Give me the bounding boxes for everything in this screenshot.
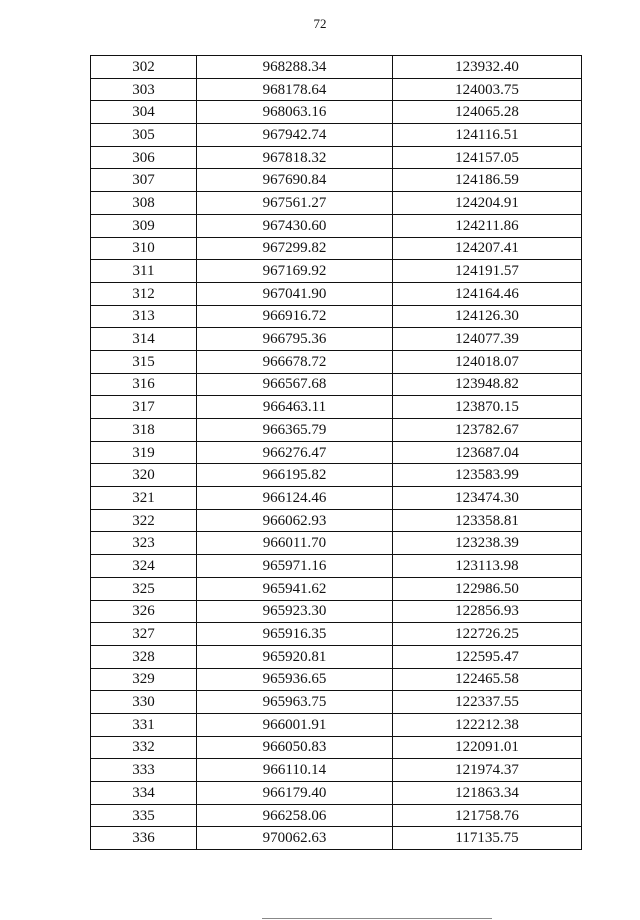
point-number-cell: 327: [91, 623, 197, 646]
y-coordinate-cell: 122337.55: [393, 691, 582, 714]
point-number-cell: 332: [91, 736, 197, 759]
table-row: [91, 396, 582, 419]
x-coordinate-cell: 966110.14: [197, 759, 393, 782]
point-number-cell: 335: [91, 804, 197, 827]
table-row: [91, 804, 582, 827]
table-row: [91, 532, 582, 555]
table-row: [91, 782, 582, 805]
y-coordinate-cell: 121974.37: [393, 759, 582, 782]
x-coordinate-cell: 968063.16: [197, 101, 393, 124]
y-coordinate-cell: 123687.04: [393, 441, 582, 464]
point-number-cell: 329: [91, 668, 197, 691]
point-number-cell: 320: [91, 464, 197, 487]
y-coordinate-cell: 123113.98: [393, 555, 582, 578]
y-coordinate-cell: 121863.34: [393, 782, 582, 805]
x-coordinate-cell: 966276.47: [197, 441, 393, 464]
point-number-cell: 308: [91, 192, 197, 215]
y-coordinate-cell: 124003.75: [393, 78, 582, 101]
table-row: [91, 373, 582, 396]
x-coordinate-cell: 968178.64: [197, 78, 393, 101]
table-row: [91, 124, 582, 147]
point-number-cell: 331: [91, 713, 197, 736]
y-coordinate-cell: 124211.86: [393, 214, 582, 237]
point-number-cell: 309: [91, 214, 197, 237]
table-row: [91, 305, 582, 328]
x-coordinate-cell: 966179.40: [197, 782, 393, 805]
x-coordinate-cell: 966678.72: [197, 350, 393, 373]
y-coordinate-cell: 124065.28: [393, 101, 582, 124]
x-coordinate-cell: 965936.65: [197, 668, 393, 691]
x-coordinate-cell: 965971.16: [197, 555, 393, 578]
x-coordinate-cell: 967299.82: [197, 237, 393, 260]
table-row: [91, 827, 582, 850]
point-number-cell: 321: [91, 487, 197, 510]
y-coordinate-cell: 124207.41: [393, 237, 582, 260]
y-coordinate-cell: 122595.47: [393, 645, 582, 668]
x-coordinate-cell: 966011.70: [197, 532, 393, 555]
table-row: [91, 736, 582, 759]
point-number-cell: 313: [91, 305, 197, 328]
table-row: [91, 282, 582, 305]
y-coordinate-cell: 117135.75: [393, 827, 582, 850]
coordinates-table: [90, 55, 582, 850]
y-coordinate-cell: 123474.30: [393, 487, 582, 510]
table-row: [91, 237, 582, 260]
y-coordinate-cell: 124191.57: [393, 260, 582, 283]
table-row: [91, 328, 582, 351]
x-coordinate-cell: 965941.62: [197, 577, 393, 600]
x-coordinate-cell: 967561.27: [197, 192, 393, 215]
table-row: [91, 645, 582, 668]
point-number-cell: 330: [91, 691, 197, 714]
point-number-cell: 336: [91, 827, 197, 850]
point-number-cell: 315: [91, 350, 197, 373]
scan-edge-line: [262, 918, 492, 919]
x-coordinate-cell: 968288.34: [197, 56, 393, 79]
x-coordinate-cell: 967818.32: [197, 146, 393, 169]
y-coordinate-cell: 123583.99: [393, 464, 582, 487]
x-coordinate-cell: 966463.11: [197, 396, 393, 419]
x-coordinate-cell: 966195.82: [197, 464, 393, 487]
y-coordinate-cell: 121758.76: [393, 804, 582, 827]
point-number-cell: 318: [91, 419, 197, 442]
y-coordinate-cell: 122856.93: [393, 600, 582, 623]
table-row: [91, 169, 582, 192]
y-coordinate-cell: 124018.07: [393, 350, 582, 373]
table-row: [91, 464, 582, 487]
y-coordinate-cell: 124204.91: [393, 192, 582, 215]
table-row: [91, 509, 582, 532]
y-coordinate-cell: 124157.05: [393, 146, 582, 169]
y-coordinate-cell: 124126.30: [393, 305, 582, 328]
x-coordinate-cell: 965923.30: [197, 600, 393, 623]
point-number-cell: 304: [91, 101, 197, 124]
y-coordinate-cell: 124116.51: [393, 124, 582, 147]
table-row: [91, 577, 582, 600]
table-row: [91, 668, 582, 691]
x-coordinate-cell: 965916.35: [197, 623, 393, 646]
page-number: 72: [313, 16, 327, 31]
y-coordinate-cell: 124186.59: [393, 169, 582, 192]
table-row: [91, 260, 582, 283]
x-coordinate-cell: 966916.72: [197, 305, 393, 328]
table-row: [91, 691, 582, 714]
point-number-cell: 317: [91, 396, 197, 419]
table-row: [91, 713, 582, 736]
x-coordinate-cell: 966001.91: [197, 713, 393, 736]
x-coordinate-cell: 966124.46: [197, 487, 393, 510]
point-number-cell: 334: [91, 782, 197, 805]
table-row: [91, 623, 582, 646]
y-coordinate-cell: 122091.01: [393, 736, 582, 759]
y-coordinate-cell: 122726.25: [393, 623, 582, 646]
point-number-cell: 310: [91, 237, 197, 260]
table-row: [91, 350, 582, 373]
point-number-cell: 314: [91, 328, 197, 351]
x-coordinate-cell: 966567.68: [197, 373, 393, 396]
table-row: [91, 192, 582, 215]
point-number-cell: 333: [91, 759, 197, 782]
y-coordinate-cell: 124077.39: [393, 328, 582, 351]
point-number-cell: 303: [91, 78, 197, 101]
table-row: [91, 56, 582, 79]
table-row: [91, 441, 582, 464]
x-coordinate-cell: 967430.60: [197, 214, 393, 237]
point-number-cell: 325: [91, 577, 197, 600]
point-number-cell: 319: [91, 441, 197, 464]
table-row: [91, 600, 582, 623]
table-row: [91, 419, 582, 442]
x-coordinate-cell: 966062.93: [197, 509, 393, 532]
point-number-cell: 302: [91, 56, 197, 79]
point-number-cell: 316: [91, 373, 197, 396]
point-number-cell: 312: [91, 282, 197, 305]
point-number-cell: 324: [91, 555, 197, 578]
table-row: [91, 759, 582, 782]
table-row: [91, 555, 582, 578]
point-number-cell: 307: [91, 169, 197, 192]
x-coordinate-cell: 967169.92: [197, 260, 393, 283]
table-row: [91, 214, 582, 237]
point-number-cell: 305: [91, 124, 197, 147]
x-coordinate-cell: 966365.79: [197, 419, 393, 442]
x-coordinate-cell: 967942.74: [197, 124, 393, 147]
y-coordinate-cell: 123870.15: [393, 396, 582, 419]
point-number-cell: 311: [91, 260, 197, 283]
y-coordinate-cell: 123932.40: [393, 56, 582, 79]
table-row: [91, 146, 582, 169]
point-number-cell: 323: [91, 532, 197, 555]
table-body: [91, 56, 582, 850]
x-coordinate-cell: 970062.63: [197, 827, 393, 850]
x-coordinate-cell: 966050.83: [197, 736, 393, 759]
y-coordinate-cell: 123948.82: [393, 373, 582, 396]
x-coordinate-cell: 965920.81: [197, 645, 393, 668]
y-coordinate-cell: 123238.39: [393, 532, 582, 555]
point-number-cell: 326: [91, 600, 197, 623]
y-coordinate-cell: 122465.58: [393, 668, 582, 691]
table-row: [91, 101, 582, 124]
x-coordinate-cell: 967041.90: [197, 282, 393, 305]
point-number-cell: 322: [91, 509, 197, 532]
y-coordinate-cell: 124164.46: [393, 282, 582, 305]
y-coordinate-cell: 122986.50: [393, 577, 582, 600]
y-coordinate-cell: 122212.38: [393, 713, 582, 736]
point-number-cell: 306: [91, 146, 197, 169]
x-coordinate-cell: 967690.84: [197, 169, 393, 192]
x-coordinate-cell: 966795.36: [197, 328, 393, 351]
x-coordinate-cell: 965963.75: [197, 691, 393, 714]
table-row: [91, 487, 582, 510]
x-coordinate-cell: 966258.06: [197, 804, 393, 827]
point-number-cell: 328: [91, 645, 197, 668]
table-row: [91, 78, 582, 101]
y-coordinate-cell: 123358.81: [393, 509, 582, 532]
y-coordinate-cell: 123782.67: [393, 419, 582, 442]
